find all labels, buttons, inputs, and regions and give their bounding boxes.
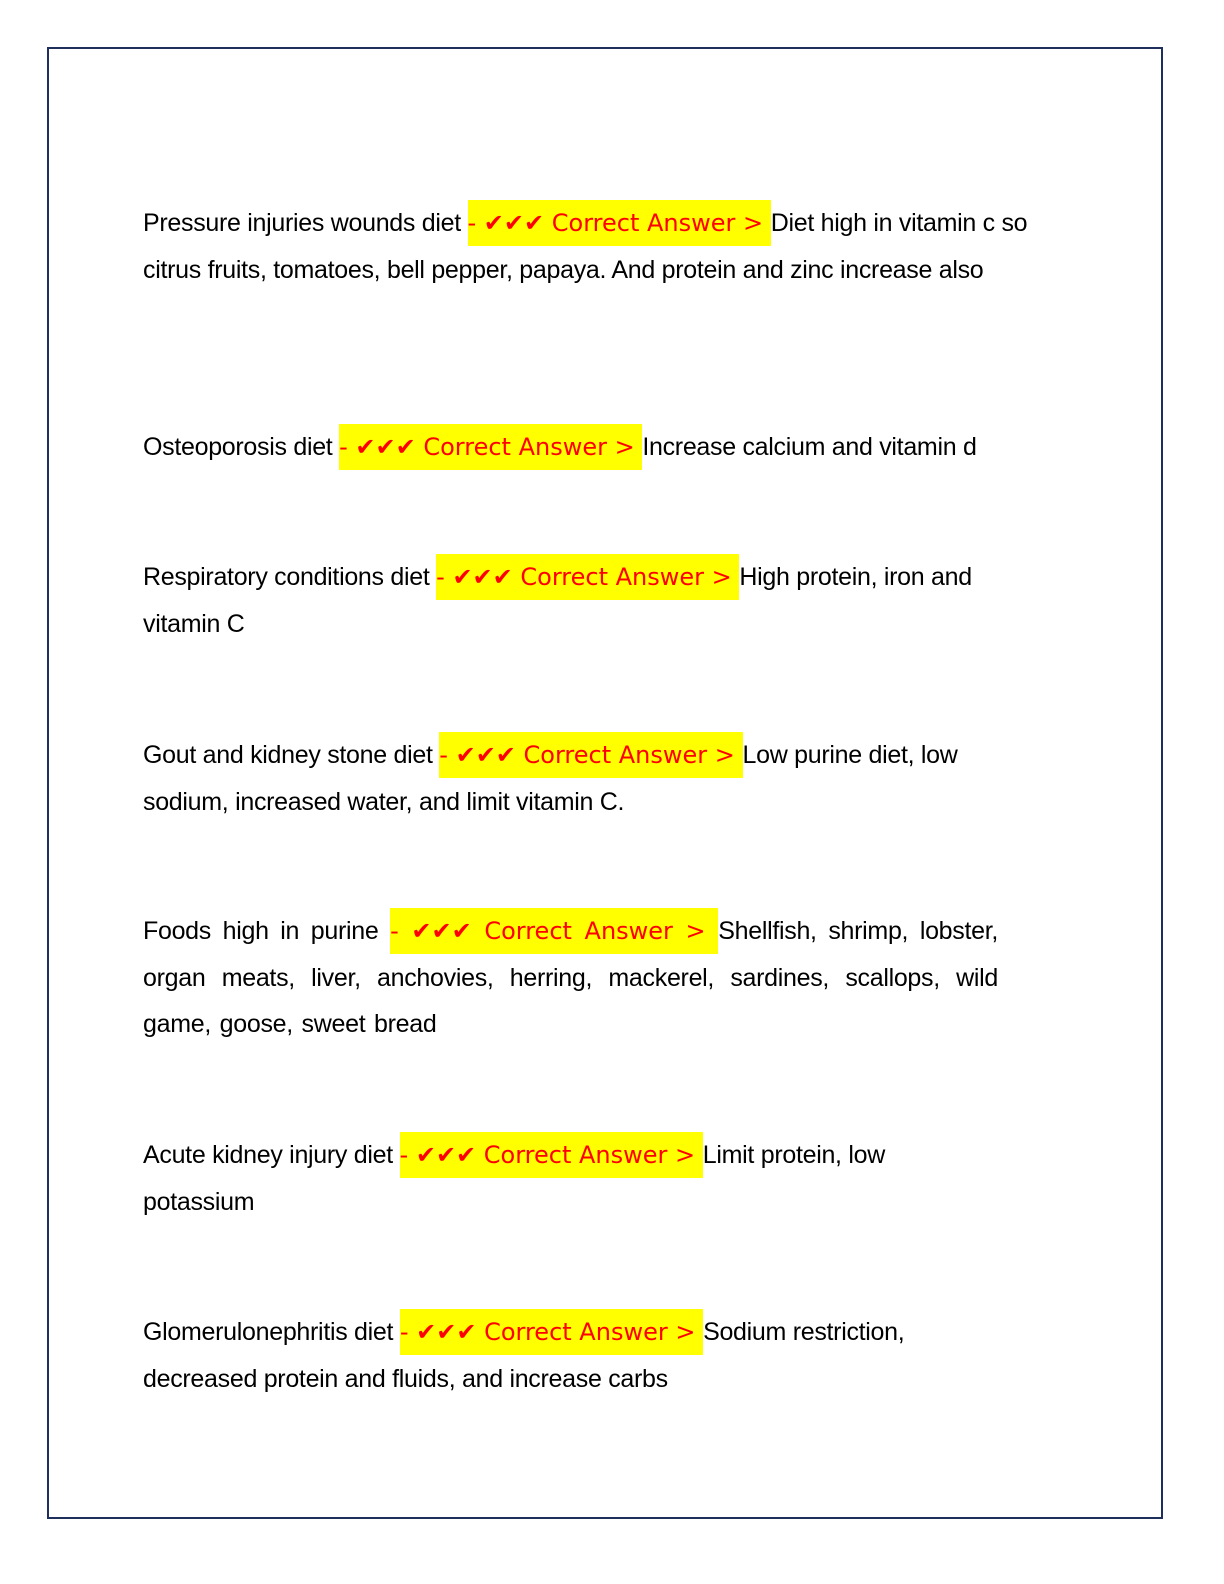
question-text: Foods high in purine xyxy=(143,917,391,945)
question-text: Respiratory conditions diet xyxy=(143,563,437,591)
checkmark-icon: ✔✔✔ xyxy=(455,741,516,769)
answer-text: Increase calcium and vitamin d xyxy=(642,433,977,461)
qa-item-glomerulonephritis xyxy=(143,1309,1003,1402)
question-text: Osteoporosis diet xyxy=(143,433,340,461)
checkmark-icon: ✔✔✔ xyxy=(452,563,513,591)
answer-text: Low purine diet, low sodium, increased water, and limit vitamin C. xyxy=(143,741,958,816)
checkmark-icon: ✔✔✔ xyxy=(355,433,416,461)
qa-item-purine-foods xyxy=(143,908,998,1048)
checkmark-icon: ✔✔✔ xyxy=(416,1318,477,1346)
qa-item-gout-kidney-stone xyxy=(143,732,1043,825)
checkmark-icon: ✔✔✔ xyxy=(411,917,472,945)
checkmark-icon: ✔✔✔ xyxy=(483,209,545,237)
correct-answer-marker: - ✔✔✔ Correct Answer > xyxy=(339,424,642,470)
correct-answer-marker: - ✔✔✔ Correct Answer > xyxy=(436,554,739,600)
answer-text: Diet high in vitamin c so citrus fruits, tomatoes, bell pepper, papaya. And protein and zinc increase also xyxy=(143,209,1028,284)
checkmark-icon: ✔✔✔ xyxy=(415,1141,477,1169)
question-text: Gout and kidney stone diet xyxy=(143,741,440,769)
correct-answer-marker: - ✔✔✔ Correct Answer > xyxy=(468,200,771,246)
question-text: Acute kidney injury diet xyxy=(143,1141,400,1169)
correct-answer-marker: - ✔✔✔ Correct Answer > xyxy=(439,732,742,778)
qa-item-pressure-injuries xyxy=(143,200,1058,293)
question-text: Glomerulonephritis diet xyxy=(143,1318,400,1346)
answer-text: Shellfish, shrimp, lobster, organ meats, liver, anchovies, herring, mackerel, sardines, scallops, wild game, goose, sweet bread xyxy=(143,917,999,1038)
question-text: Pressure injuries wounds diet xyxy=(143,209,468,237)
correct-answer-marker: - ✔✔✔ Correct Answer > xyxy=(390,908,718,954)
qa-item-acute-kidney-injury xyxy=(143,1132,993,1225)
qa-item-respiratory xyxy=(143,554,1023,647)
correct-answer-marker: - ✔✔✔ Correct Answer > xyxy=(400,1132,703,1178)
answer-text: High protein, iron and vitamin C xyxy=(143,563,972,638)
qa-item-osteoporosis xyxy=(143,424,1063,471)
correct-answer-marker: - ✔✔✔ Correct Answer > xyxy=(400,1309,703,1355)
answer-text: Sodium restriction, decreased protein and fluids, and increase carbs xyxy=(143,1318,905,1393)
answer-text: Limit protein, low potassium xyxy=(143,1141,885,1216)
